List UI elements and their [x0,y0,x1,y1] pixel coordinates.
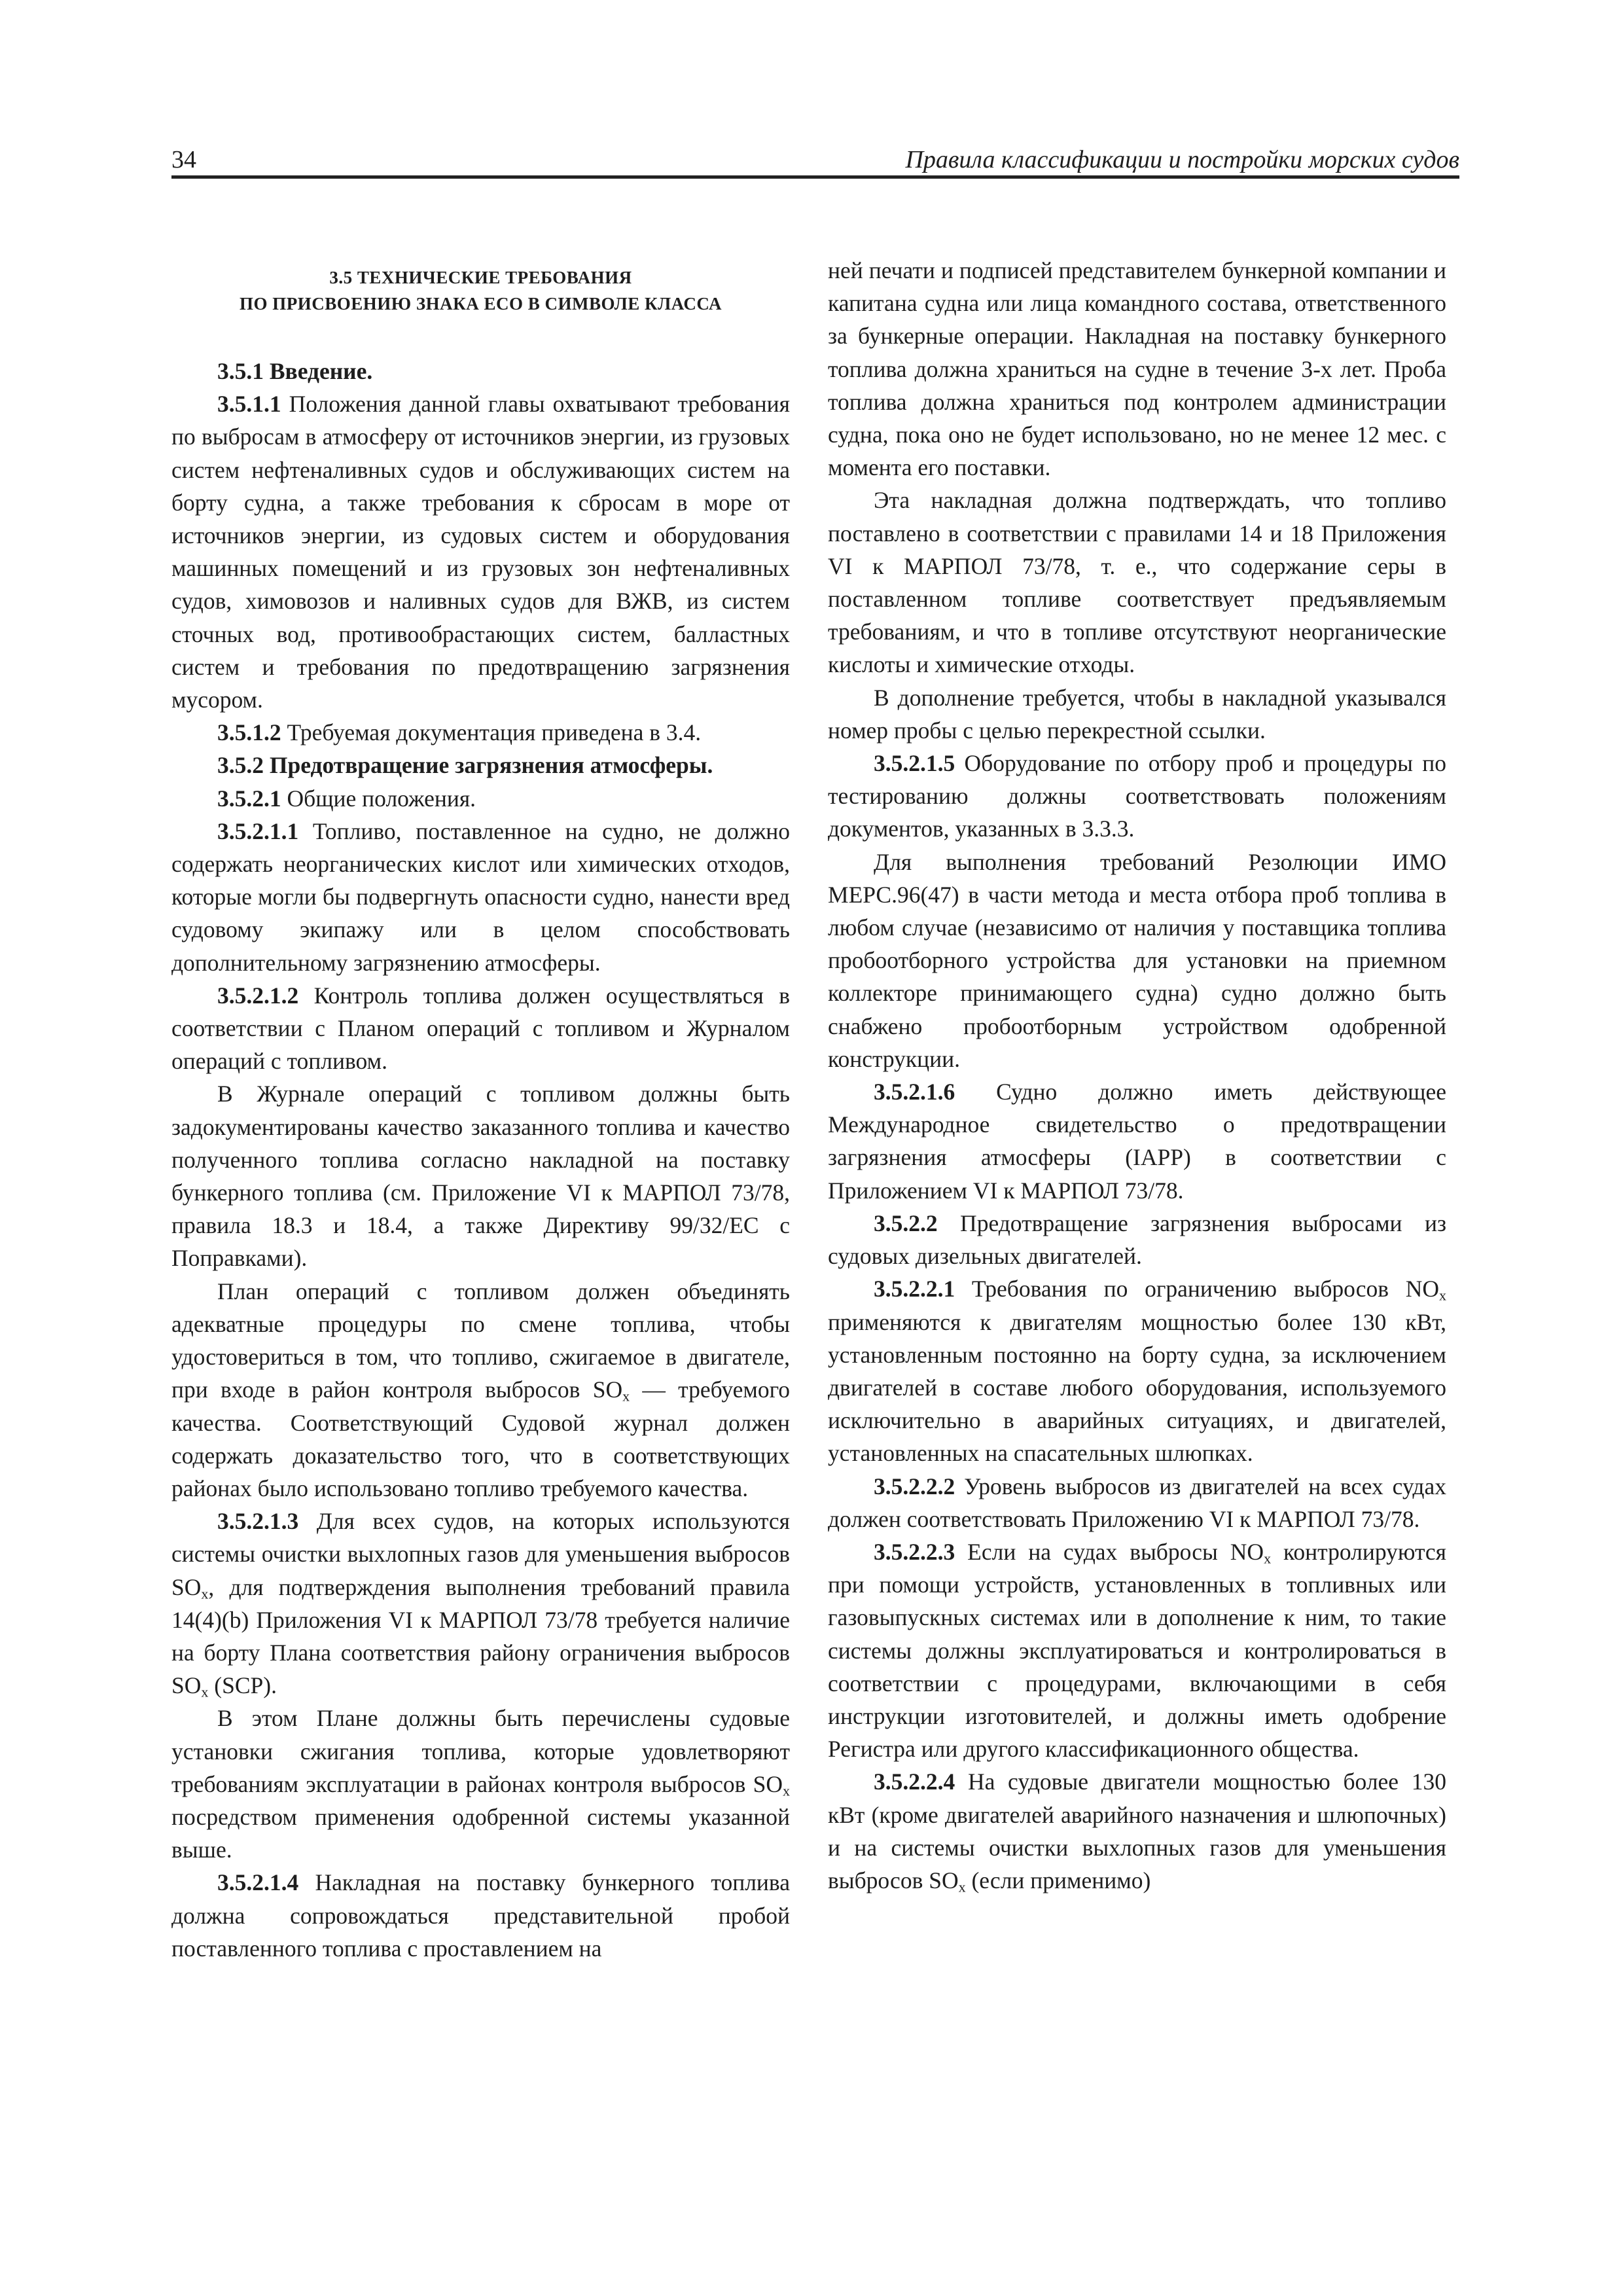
paragraph-fuel-plan: План операций с топливом должен объединять адекватные процедуры по смене топлива, чтобы удостовериться в том, что топливо, сжигаемое в двигателе, при входе в район контроля выбросов $SO_x$ — требуемого качества. Соответствующий Судовой журнал должен содержать доказательство того, что в соответствующих районах было использовано топливо требуемого качества. [171,1278,790,1501]
paragraph-mepc-resolution: Для выполнения требований Резолюции ИМО МЕРС.96(47) в части метода и места отбора проб топлива в любом случае (независимо от наличия у поставщика топлива пробоотборного устройства для установки на приемном коллекторе принимающего судна) судно должно быть снабжено пробоотборным устройством одобренной конструкции. [828,848,1446,1072]
paragraph-3-5-2-2-4: 3.5.2.2.4 На судовые двигатели мощностью более 130 кВт (кроме двигателей аварийного назначения и шлюпочных) и на системы очистки выхлопных газов для уменьшения выбросов $SO_x$ (если применимо) [828,1768,1446,1895]
page-number: 34 [171,146,196,173]
paragraph-3-5-2-1-4: 3.5.2.1.4 Накладная на поставку бункерного топлива должна сопровождаться представительной пробой поставленного топлива с проставлением на [171,1869,790,1962]
section-title-line-2: ПО ПРИСВОЕНИЮ ЗНАКА ECO В СИМВОЛЕ КЛАССА [239,294,722,314]
paragraph-sample-number: В дополнение требуется, чтобы в накладной указывался номер пробы с целью перекрестной ссылки. [828,684,1446,744]
section-title [171,264,790,317]
paragraph-3-5-2-1: 3.5.2.1 Общие положения. [217,785,476,812]
paragraph-3-5-2-1-5: 3.5.2.1.5 Оборудование по отбору проб и процедуры по тестированию должны соответствовать положениям документов, указанных в 3.3.3. [828,750,1446,842]
paragraph-bunker-continued: ней печати и подписей представителем бункерной компании и капитана судна или лица командного состава, ответственного за бункерные операции. Накладная на поставку бункерного топлива должна храниться на судне в течение 3-х лет. Проба топлива должна храниться под контролем администрации судна, пока оно не будет использовано, но не менее 12 мес. с момента его поставки. [828,257,1446,481]
paragraph-3-5-2-2-2: 3.5.2.2.2 Уровень выбросов из двигателей на всех судах должен соответствовать Приложению VI к МАРПОЛ 73/78. [828,1473,1446,1532]
page-header [171,143,1459,179]
paragraph-3-5-1-2: 3.5.1.2 Требуемая документация приведена в 3.4. [217,719,702,746]
paragraph-3-5-2-2: 3.5.2.2 Предотвращение загрязнения выбросами из судовых дизельных двигателей. [828,1210,1446,1270]
section-title-line-1: 3.5 ТЕХНИЧЕСКИЕ ТРЕБОВАНИЯ [329,268,632,287]
paragraph-fuel-journal: В Журнале операций с топливом должны быть задокументированы качество заказанного топлива и качество полученного топлива согласно накладной на поставку бункерного топлива (см. Приложение VI к МАРПОЛ 73/78, правила 18.3 и 18.4, а также Директиву 99/32/ЕС с Поправками). [171,1081,790,1272]
paragraph-3-5-2-1-1: 3.5.2.1.1 Топливо, поставленное на судно, не должно содержать неорганических кислот или химических отходов, которые могли бы подвергнуть опасности судно, нанести вред судовому экипажу или в целом способствовать дополнительному загрязнению атмосферы. [171,817,790,976]
running-title: Правила классификации и постройки морских судов [905,146,1459,173]
paragraph-3-5-2-1-6: 3.5.2.1.6 Судно должно иметь действующее Международное свидетельство о предотвращении загрязнения атмосферы (IAPP) в соответствии с Приложением VI к МАРПОЛ 73/78. [828,1079,1446,1204]
paragraph-delivery-note: Эта накладная должна подтверждать, что топливо поставлено в соответствии с правилами 14 и 18 Приложения VI к МАРПОЛ 73/78, т. е., что содержание серы в поставленном топливе соответствует предъявляемым требованиям, и что в топливе отсутствуют неорганические кислоты и химические отходы. [828,487,1446,678]
right-column [828,254,1446,1897]
paragraph-3-5-2-2-1: 3.5.2.2.1 Требования по ограничению выбросов $NO_x$ применяются к двигателям мощностью более 130 кВт, установленным постоянно на борту судна, за исключением двигателей в составе любого оборудования, используемого исключительно в аварийных ситуациях, и двигателей, установленных на спасательных шлюпках. [828,1276,1446,1467]
paragraph-3-5-2-2-3: 3.5.2.2.3 Если на судах выбросы $NO_x$ контролируются при помощи устройств, установленных в топливных или газовыпускных системах или в дополнение к ним, то такие системы должны эксплуатироваться и контролироваться в соответствии с процедурами, включающими в себя инструкции изготовителей, и должны иметь одобрение Регистра или другого классификационного общества. [828,1538,1446,1763]
paragraph-scp-plan: В этом Плане должны быть перечислены судовые установки сжигания топлива, которые удовлетворяют требованиям эксплуатации в районах контроля выбросов $SO_x$ посредством применения одобренной системы указанной выше. [171,1705,790,1863]
heading-3-5-1: 3.5.1 Введение. [217,358,373,384]
paragraph-3-5-2-1-2: 3.5.2.1.2 Контроль топлива должен осуществляться в соответствии с Планом операций с топливом и Журналом операций с топливом. [171,982,790,1075]
paragraph-3-5-2-1-3: 3.5.2.1.3 Для всех судов, на которых используются системы очистки выхлопных газов для уменьшения выбросов $SO_x$, для подтверждения выполнения требований правила 14(4)(b) Приложения VI к МАРПОЛ 73/78 требуется наличие на борту Плана соответствия району ограничения выбросов $SO_x$ (SCP). [171,1508,790,1700]
left-column [171,254,790,1965]
paragraph-3-5-1-1: 3.5.1.1 Положения данной главы охватывают требования по выбросам в атмосферу от источников энергии, из грузовых систем нефтеналивных судов и обслуживающих систем на борту судна, а также требования к сбросам в море от источников энергии, из судовых систем и оборудования машинных помещений и из грузовых зон нефтеналивных судов, химовозов и наливных судов для ВЖВ, из систем сточных вод, противообрастающих систем, балластных систем и требования по предотвращению загрязнения мусором. [171,391,790,713]
heading-3-5-2: 3.5.2 Предотвращение загрязнения атмосферы. [217,752,713,779]
header-rule [171,175,1459,179]
